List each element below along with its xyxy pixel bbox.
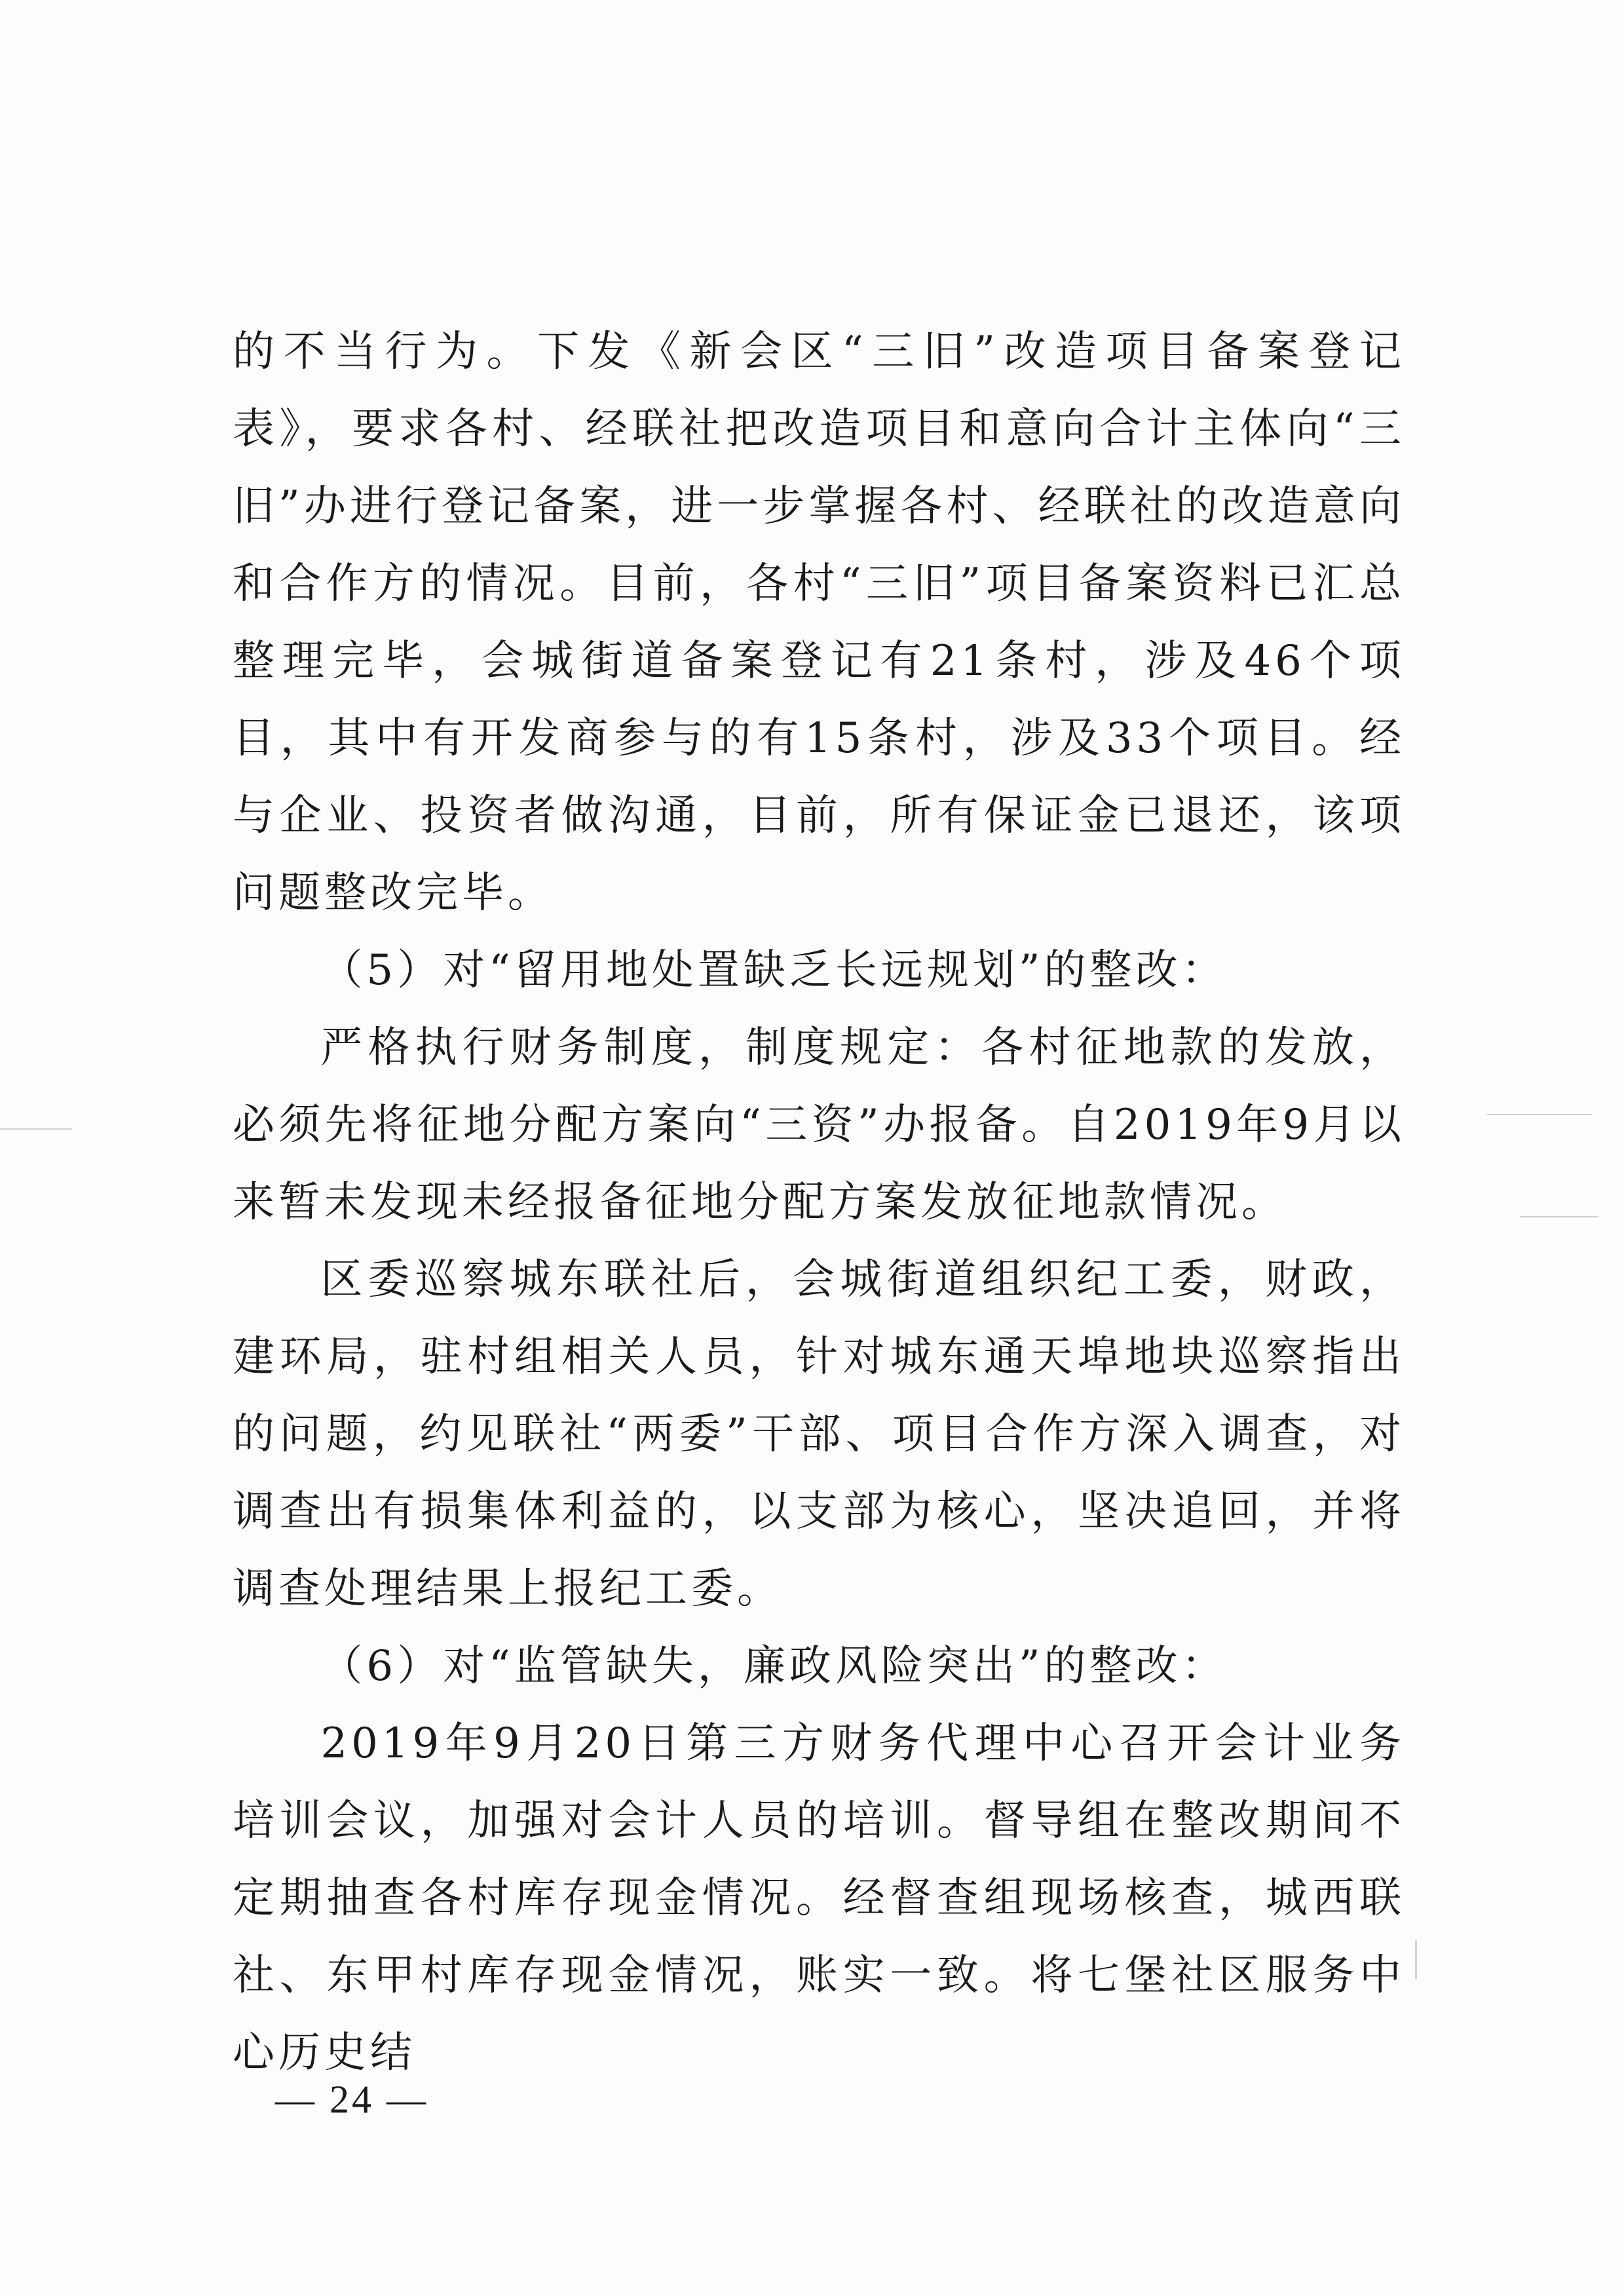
section-heading-6: （6）对“监管缺失，廉政风险突出”的整改： (320, 1642, 1228, 1691)
scan-artifact-line (1520, 1216, 1598, 1217)
scan-artifact-line (1487, 1114, 1592, 1115)
paragraph-6: 2019年9月20日第三方财务代理中心召开会计业务培训会议，加强对会计人员的培训。督导组在整改期间不定期抽查各村库存现金情况。经督查组现场核查，城西联社、东甲村库存现金情况，账实一致。将七堡社区服务中心历史结 (233, 1719, 1405, 2077)
scan-artifact-mark (1415, 1940, 1417, 1979)
body-text (233, 313, 1405, 2092)
paragraph-1: 的不当行为。下发《新会区“三旧”改造项目备案登记表》，要求各村、经联社把改造项目和意向合计主体向“三旧”办进行登记备案，进一步掌握各村、经联社的改造意向和合作方的情况。目前，各村“三旧”项目备案资料已汇总整理完毕，会城街道备案登记有21条村，涉及46个项目，其中有开发商参与的有15条村，涉及33个项目。经与企业、投资者做沟通，目前，所有保证金已退还，该项问题整改完毕。 (233, 328, 1405, 917)
section-heading-5: （5）对“留用地处置缺乏长远规划”的整改： (320, 946, 1228, 995)
paragraph-3: 严格执行财务制度，制度规定：各村征地款的发放，必须先将征地分配方案向“三资”办报备。自2019年9月以来暂未发现未经报备征地分配方案发放征地款情况。 (233, 1024, 1405, 1227)
page-number: — 24 — (275, 2078, 428, 2121)
scan-artifact-line (0, 1128, 72, 1130)
paragraph-4: 区委巡察城东联社后，会城街道组织纪工委，财政，建环局，驻村组相关人员，针对城东通天埠地块巡察指出的问题，约见联社“两委”干部、项目合作方深入调查，对调查出有损集体利益的，以支部为核心，坚决追回，并将调查处理结果上报纪工委。 (233, 1255, 1405, 1613)
